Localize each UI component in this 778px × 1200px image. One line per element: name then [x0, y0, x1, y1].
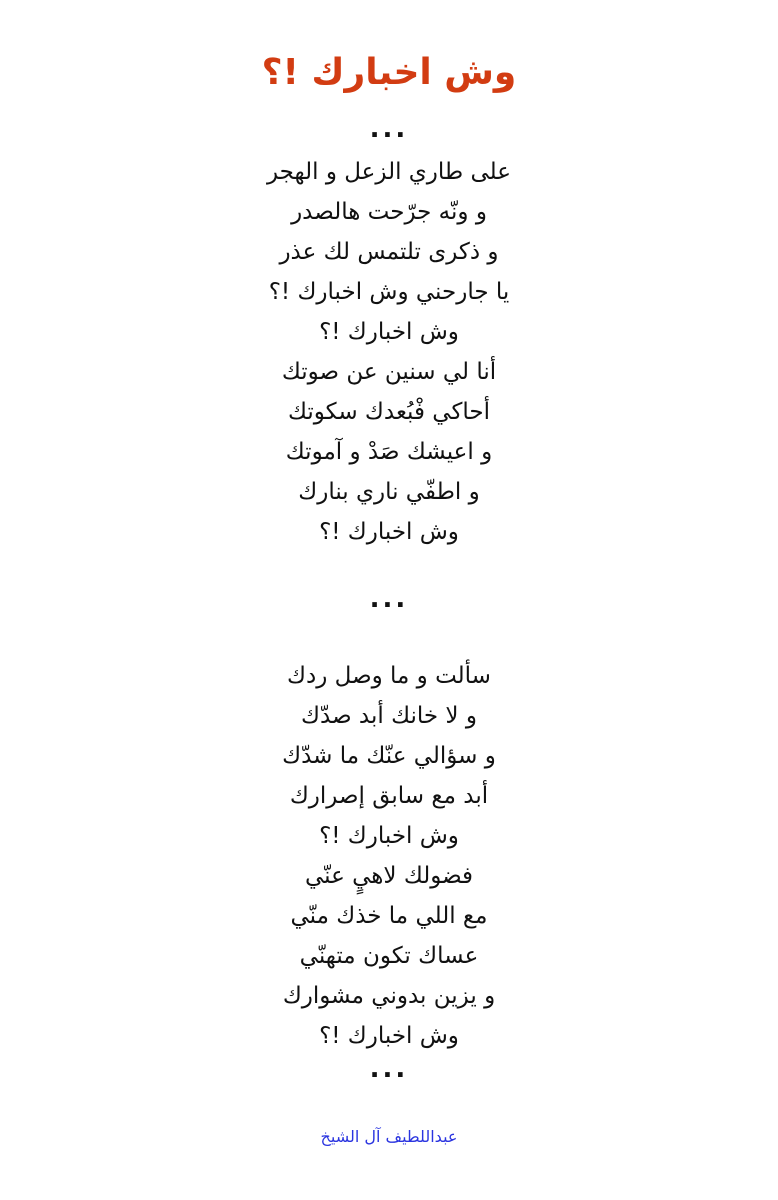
verse-line: و ونّه جرّحت هالصدر — [291, 199, 487, 225]
poem-title: وش اخبارك !؟ — [261, 52, 517, 93]
verse-line: مع اللي ما خذك منّي — [290, 903, 488, 929]
verse-line: أحاكي فْبُعدك سكوتك — [287, 399, 491, 425]
verse-line: سألت و ما وصل ردك — [287, 663, 491, 689]
verse-line: و اعيشك صَدْ و آموتك — [285, 439, 493, 465]
author-name: عبداللطيف آل الشيخ — [320, 1127, 458, 1146]
stanza-one — [0, 152, 778, 552]
separator-dots: ... — [369, 584, 409, 614]
verse-line: و لا خانك أبد صدّك — [301, 703, 477, 729]
verse-line: و ذكرى تلتمس لك عذر — [279, 239, 499, 265]
stanza-two — [0, 656, 778, 1056]
verse-line: وش اخبارك !؟ — [319, 519, 459, 545]
verse-line: و سؤالي عنّك ما شدّك — [282, 743, 496, 769]
verse-line: يا جارحني وش اخبارك !؟ — [268, 279, 510, 305]
verse-line: و يزين بدوني مشوارك — [282, 983, 496, 1009]
verse-line: عساك تكون متهنّي — [299, 943, 479, 969]
verse-line: أنا لي سنين عن صوتك — [281, 359, 497, 385]
verse-line: أبد مع سابق إصرارك — [289, 783, 489, 809]
separator-dots: ... — [369, 114, 409, 144]
verse-line: وش اخبارك !؟ — [319, 319, 459, 345]
verse-line: فضولك لاهيٍ عنّي — [304, 863, 474, 889]
verse-line: وش اخبارك !؟ — [319, 1023, 459, 1049]
separator-dots: ... — [369, 1054, 409, 1084]
verse-line: وش اخبارك !؟ — [319, 823, 459, 849]
verse-line: و اطفّي ناري بنارك — [298, 479, 480, 505]
verse-line: على طاري الزعل و الهجر — [266, 159, 512, 185]
